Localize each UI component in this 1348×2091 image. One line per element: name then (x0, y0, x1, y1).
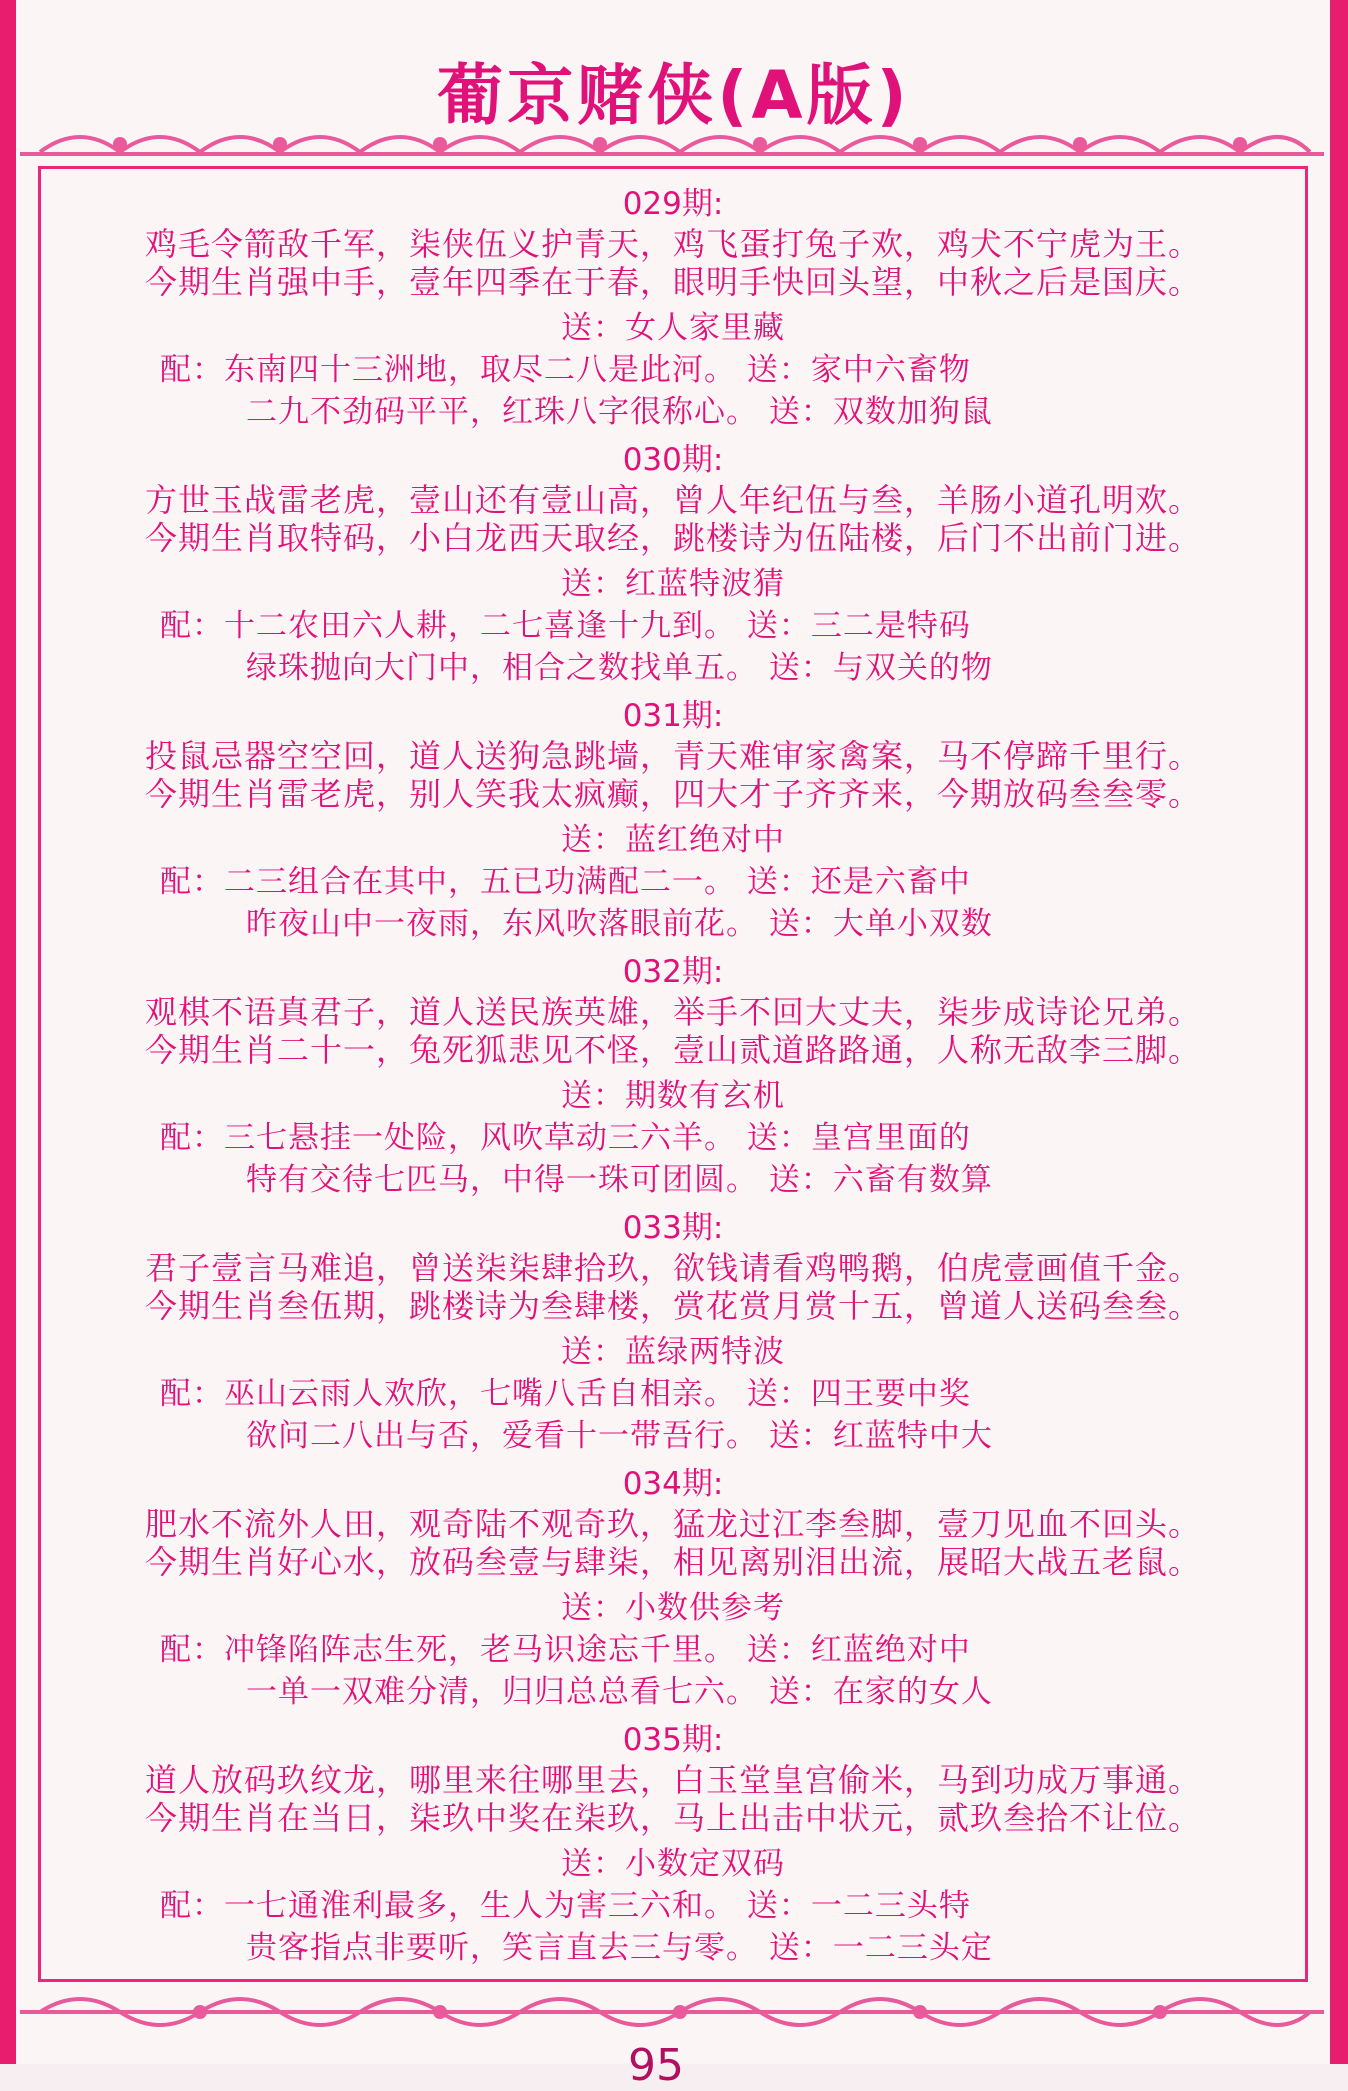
pair-line: 一单一双难分清，归归总总看七六。 送：在家的女人 (246, 1674, 993, 1710)
issue-header: 033期: (622, 1210, 724, 1246)
page-title: 葡京赌侠(A版) (437, 57, 911, 134)
pair-line: 贵客指点非要听，笑言直去三与零。 送：一二三头定 (246, 1930, 993, 1966)
pair-line: 欲问二八出与否，爱看十一带吾行。 送：红蓝特中大 (246, 1418, 993, 1454)
poem-line: 鸡毛令箭敌千军，柒侠伍义护青天，鸡飞蛋打兔子欢，鸡犬不宁虎为王。 (144, 225, 1201, 263)
pair-line: 配：十二农田六人耕，二七喜逢十九到。 送：三二是特码 (160, 608, 971, 644)
pair-line: 配：东南四十三洲地，取尽二八是此河。 送：家中六畜物 (160, 352, 971, 388)
send-line: 送：小数定双码 (561, 1846, 785, 1882)
left-border-bar (0, 0, 16, 2064)
poem-line: 今期生肖叁伍期，跳楼诗为叁肆楼，赏花赏月赏十五，曾道人送码叁叁。 (144, 1287, 1201, 1325)
bottom-ornament-icon (20, 1990, 1324, 2034)
issue-header: 031期: (622, 698, 724, 734)
pair-line: 配：一七通淮利最多，生人为害三六和。 送：一二三头特 (160, 1888, 971, 1924)
pair-line: 配：冲锋陷阵志生死，老马识途忘千里。 送：红蓝绝对中 (160, 1632, 971, 1668)
poem-line: 今期生肖强中手，壹年四季在于春，眼明手快回头望，中秋之后是国庆。 (144, 263, 1201, 301)
pair-line: 配：巫山云雨人欢欣，七嘴八舌自相亲。 送：四王要中奖 (160, 1376, 971, 1412)
page-number: 95 (628, 2040, 684, 2091)
send-line: 送：蓝绿两特波 (561, 1334, 785, 1370)
poem-line: 今期生肖在当日，柒玖中奖在柒玖，马上出击中状元，贰玖叁拾不让位。 (144, 1799, 1201, 1837)
pair-line: 二九不劲码平平，红珠八字很称心。 送：双数加狗鼠 (246, 394, 993, 430)
send-line: 送：期数有玄机 (561, 1078, 785, 1114)
poem-line: 今期生肖好心水，放码叁壹与肆柒，相见离别泪出流，展昭大战五老鼠。 (144, 1543, 1201, 1581)
issue-header: 034期: (622, 1466, 724, 1502)
poem-line: 君子壹言马难追，曾送柒柒肆拾玖，欲钱请看鸡鸭鹅，伯虎壹画值千金。 (144, 1249, 1201, 1287)
pair-line: 绿珠抛向大门中，相合之数找单五。 送：与双关的物 (246, 650, 993, 686)
issue-header: 029期: (622, 186, 724, 222)
issue-header: 030期: (622, 442, 724, 478)
poem-line: 观棋不语真君子，道人送民族英雄，举手不回大丈夫，柒步成诗论兄弟。 (144, 993, 1201, 1031)
send-line: 送：女人家里藏 (561, 310, 785, 346)
poem-line: 投鼠忌器空空回，道人送狗急跳墙，青天难审家禽案，马不停蹄千里行。 (144, 737, 1201, 775)
poem-line: 今期生肖取特码，小白龙西天取经，跳楼诗为伍陆楼，后门不出前门进。 (144, 519, 1201, 557)
poem-line: 今期生肖二十一，兔死狐悲见不怪，壹山贰道路路通，人称无敌李三脚。 (144, 1031, 1201, 1069)
send-line: 送：红蓝特波猜 (561, 566, 785, 602)
send-line: 送：小数供参考 (561, 1590, 785, 1626)
issue-header: 035期: (622, 1722, 724, 1758)
right-border-bar (1330, 0, 1348, 2064)
top-ornament-icon (20, 122, 1324, 166)
issue-header: 032期: (622, 954, 724, 990)
send-line: 送：蓝红绝对中 (561, 822, 785, 858)
pair-line: 配：三七悬挂一处险，风吹草动三六羊。 送：皇宫里面的 (160, 1120, 971, 1156)
poem-line: 道人放码玖纹龙，哪里来往哪里去，白玉堂皇宫偷米，马到功成万事通。 (144, 1761, 1201, 1799)
pair-line: 昨夜山中一夜雨，东风吹落眼前花。 送：大单小双数 (246, 906, 993, 942)
poem-line: 肥水不流外人田，观奇陆不观奇玖，猛龙过江李叁脚，壹刀见血不回头。 (144, 1505, 1201, 1543)
poem-line: 方世玉战雷老虎，壹山还有壹山高，曾人年纪伍与叁，羊肠小道孔明欢。 (144, 481, 1201, 519)
pair-line: 特有交待七匹马，中得一珠可团圆。 送：六畜有数算 (246, 1162, 993, 1198)
pair-line: 配：二三组合在其中，五已功满配二一。 送：还是六畜中 (160, 864, 971, 900)
poem-line: 今期生肖雷老虎，别人笑我太疯癫，四大才子齐齐来，今期放码叁叁零。 (144, 775, 1201, 813)
